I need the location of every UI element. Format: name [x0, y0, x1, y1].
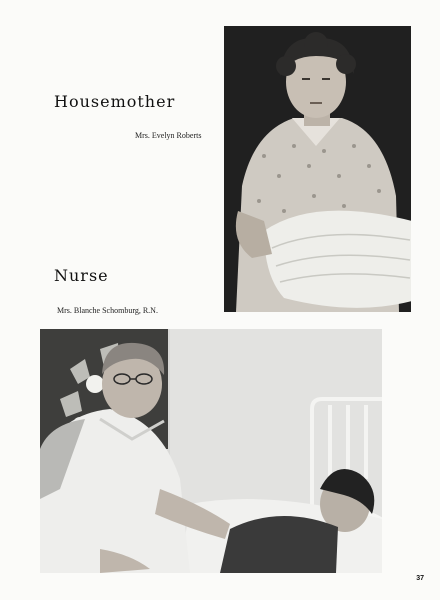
housemother-name-caption: Mrs. Evelyn Roberts [135, 131, 202, 140]
nurse-heading: Nurse [54, 266, 109, 285]
nurse-name-caption: Mrs. Blanche Schomburg, R.N. [57, 306, 158, 315]
page-number: 37 [416, 575, 424, 582]
nurse-photo [40, 329, 382, 573]
housemother-photo [224, 26, 411, 312]
housemother-heading: Housemother [54, 92, 176, 111]
